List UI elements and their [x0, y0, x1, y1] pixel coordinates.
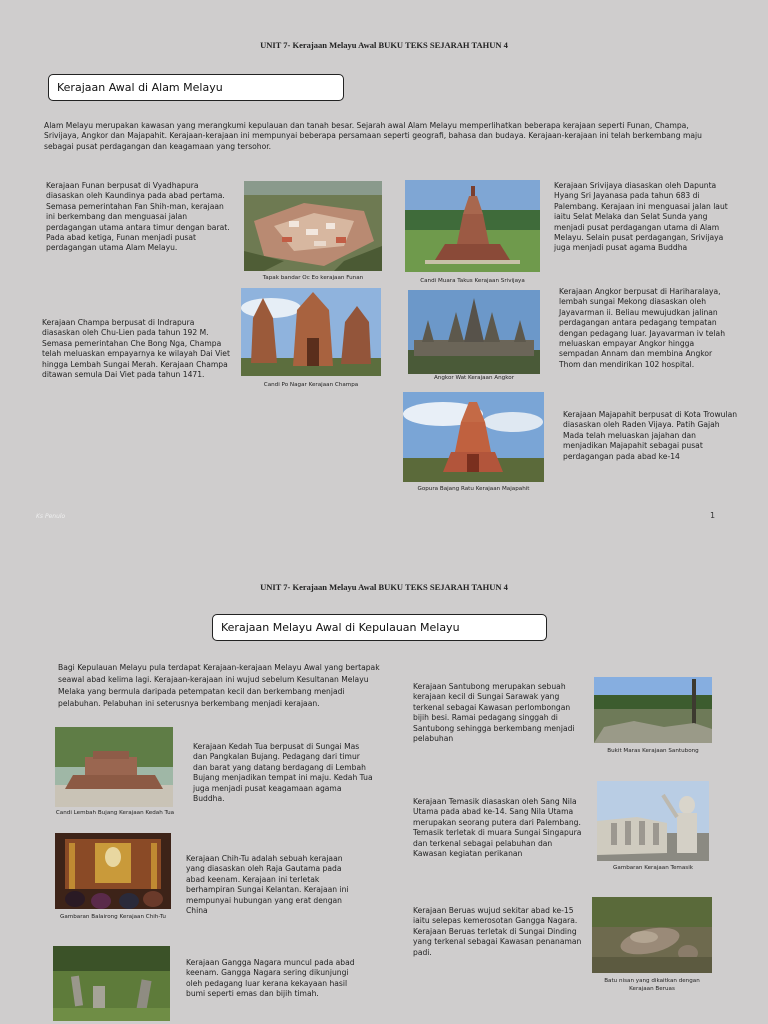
- kedah-photo: [55, 727, 173, 807]
- kedah-text: Kerajaan Kedah Tua berpusat di Sungai Mas dan Pangkalan Bujang. Pedagang dari timur dan barat yang datang berdagang di Lembah Bujang menjadikan tempat ini maju. Kedah Tua juga menjadi pusat keagamaan agama Buddha.: [193, 742, 373, 804]
- chitu-photo: [55, 833, 171, 909]
- champa-text: Kerajaan Champa berpusat di Indrapura diasaskan oleh Chu-Lien pada tahun 192 M. Semasa pemerintahan Che Bong Nga, Champa telah meluaskan empayarnya ke wilayah Dai Viet hingga Lembah Sungai Merah. Kerajaan Champa ditawan semula Dai Viet pada tahun 1471.: [42, 318, 230, 380]
- page1-section-title: [48, 74, 344, 101]
- angkor-caption: Angkor Wat Kerajaan Angkor: [433, 375, 514, 381]
- srivijaya-photo: [405, 180, 540, 272]
- page1-number: 1: [710, 511, 716, 520]
- temasik-photo: [597, 781, 709, 861]
- section-title-text: Kerajaan Awal di Alam Melayu: [57, 81, 223, 94]
- section-title-text: Kerajaan Melayu Awal di Kepulauan Melayu: [221, 621, 460, 634]
- page1-header: UNIT 7- Kerajaan Melayu Awal BUKU TEKS SEJARAH TAHUN 4: [260, 40, 508, 50]
- santubong-photo: [594, 677, 712, 743]
- beruas-photo: [592, 897, 712, 973]
- majapahit-caption: Gopura Bajang Ratu Kerajaan Majapahit: [417, 486, 530, 492]
- funan-text: Kerajaan Funan berpusat di Vyadhapura diasaskan oleh Kaundinya pada abad pertama. Semasa pemerintahan Fan Shih-man, kerajaan ini berkembang dan menguasai jalan perdagangan utama antara timur dengan barat. Pada abad ketiga, Funan menjadi pusat perdagangan utama Alam Melayu.: [46, 181, 230, 253]
- gangga-photo: [53, 946, 170, 1021]
- srivijaya-text: Kerajaan Srivijaya diasaskan oleh Dapunta Hyang Sri Jayanasa pada tahun 683 di Palembang. Kerajaan ini menguasai jalan laut iaitu Selat Melaka dan Selat Sunda yang menjadi pusat perdagangan utama di Alam Melayu. Selain pusat perdagangan, Srivijaya juga menjadi pusat agama Buddha: [554, 181, 728, 253]
- santubong-text: Kerajaan Santubong merupakan sebuah kerajaan kecil di Sungai Sarawak yang terkenal sebagai Kawasan perlombongan bijih besi. Ramai pedagang singgah di Santubong sehingga berkembang menjadi pelabuhan: [413, 682, 575, 744]
- beruas-caption-line1: Batu nisan yang dikaitkan dengan: [604, 978, 700, 984]
- santubong-caption: Bukit Maras Kerajaan Santubong: [607, 748, 699, 754]
- champa-photo: [241, 288, 381, 376]
- funan-photo: [244, 181, 382, 271]
- beruas-text: Kerajaan Beruas wujud sekitar abad ke-15 iaitu selepas kemerosotan Gangga Nagara. Kerajaan Beruas terletak di Sungai Dinding yang terkenal sebagai Kawasan penanaman padi.: [413, 906, 582, 957]
- temasik-text: Kerajaan Temasik diasaskan oleh Sang Nila Utama pada abad ke-14. Sang Nila Utama merupakan seorang putera dari Palembang. Temasik terletak di muara Sungai Singapura dan terkenal sebagai pelabuhan dan Kawasan kegiatan perikanan: [413, 797, 582, 859]
- kedah-caption: Candi Lembah Bujang Kerajaan Kedah Tua: [55, 810, 175, 816]
- gangga-text: Kerajaan Gangga Nagara muncul pada abad keenam. Gangga Nagara sering dikunjungi oleh pedagang luar kerana kekayaan hasil bumi seperti emas dan bijih timah.: [186, 958, 355, 999]
- srivijaya-caption: Candi Muara Takus Kerajaan Srivijaya: [420, 278, 525, 284]
- temasik-caption: Gambaran Kerajaan Temasik: [612, 865, 694, 871]
- beruas-caption-line2: Kerajaan Beruas: [629, 986, 675, 992]
- angkor-text: Kerajaan Angkor berpusat di Hariharalaya, lembah sungai Mekong diasaskan oleh Jayavarman ii. Beliau mewujudkan jalinan perdagangan antara pedagang tempatan dengan pedagang luar. Jayavarman iv telah meluaskan empayar Angkor hingga sempadan Annam dan membina Angkor Thom dan mendirikan 102 hospital.: [559, 287, 726, 369]
- page2-intro: Bagi Kepulauan Melayu pula terdapat Kerajaan-kerajaan Melayu Awal yang bertapak seawal abad kelima lagi. Kerajaan-kerajaan ini wujud sebelum Kesultanan Melayu Melaka yang bermula daripada petempatan kecil dan berkembang menjadi pelabuhan. Pelabuhan ini seterusnya berkembang menjadi kerajaan.: [58, 663, 380, 708]
- champa-caption: Candi Po Nagar Kerajaan Champa: [263, 382, 359, 388]
- page1-signature: Ks Penulo: [36, 513, 66, 520]
- angkor-photo: [408, 290, 540, 374]
- page2-header: UNIT 7- Kerajaan Melayu Awal BUKU TEKS SEJARAH TAHUN 4: [260, 582, 508, 592]
- majapahit-text: Kerajaan Majapahit berpusat di Kota Trowulan diasaskan oleh Raden Vijaya. Patih Gajah Mada telah meluaskan jajahan dan menjadikan Majapahit sebagai pusat perdagangan pada abad ke-14: [563, 410, 738, 461]
- page1-intro: Alam Melayu merupakan kawasan yang merangkumi kepulauan dan tanah besar. Sejarah awal Alam Melayu memperlihatkan beberapa kerajaan seperti Funan, Champa, Srivijaya, Angkor dan Majapahit. Kerajaan-kerajaan ini mempunyai beberapa persamaan seperti geografi, bahasa dan budaya. Kerajaan-kerajaan ini telah berkembang maju sebagai pusat perdagangan dan keagamaan yang tersohor.: [44, 121, 702, 151]
- page2-section-title: [212, 614, 547, 641]
- majapahit-photo: [403, 392, 544, 482]
- chitu-caption: Gambaran Balairong Kerajaan Chih-Tu: [60, 914, 166, 920]
- chitu-text: Kerajaan Chih-Tu adalah sebuah kerajaan yang diasaskan oleh Raja Gautama pada abad keenam. Kerajaan ini terletak berhampiran Sungai Kelantan. Kerajaan ini mempunyai hubungan yang erat dengan China: [186, 854, 349, 916]
- funan-caption: Tapak bandar Oc Eo kerajaan Funan: [262, 275, 364, 281]
